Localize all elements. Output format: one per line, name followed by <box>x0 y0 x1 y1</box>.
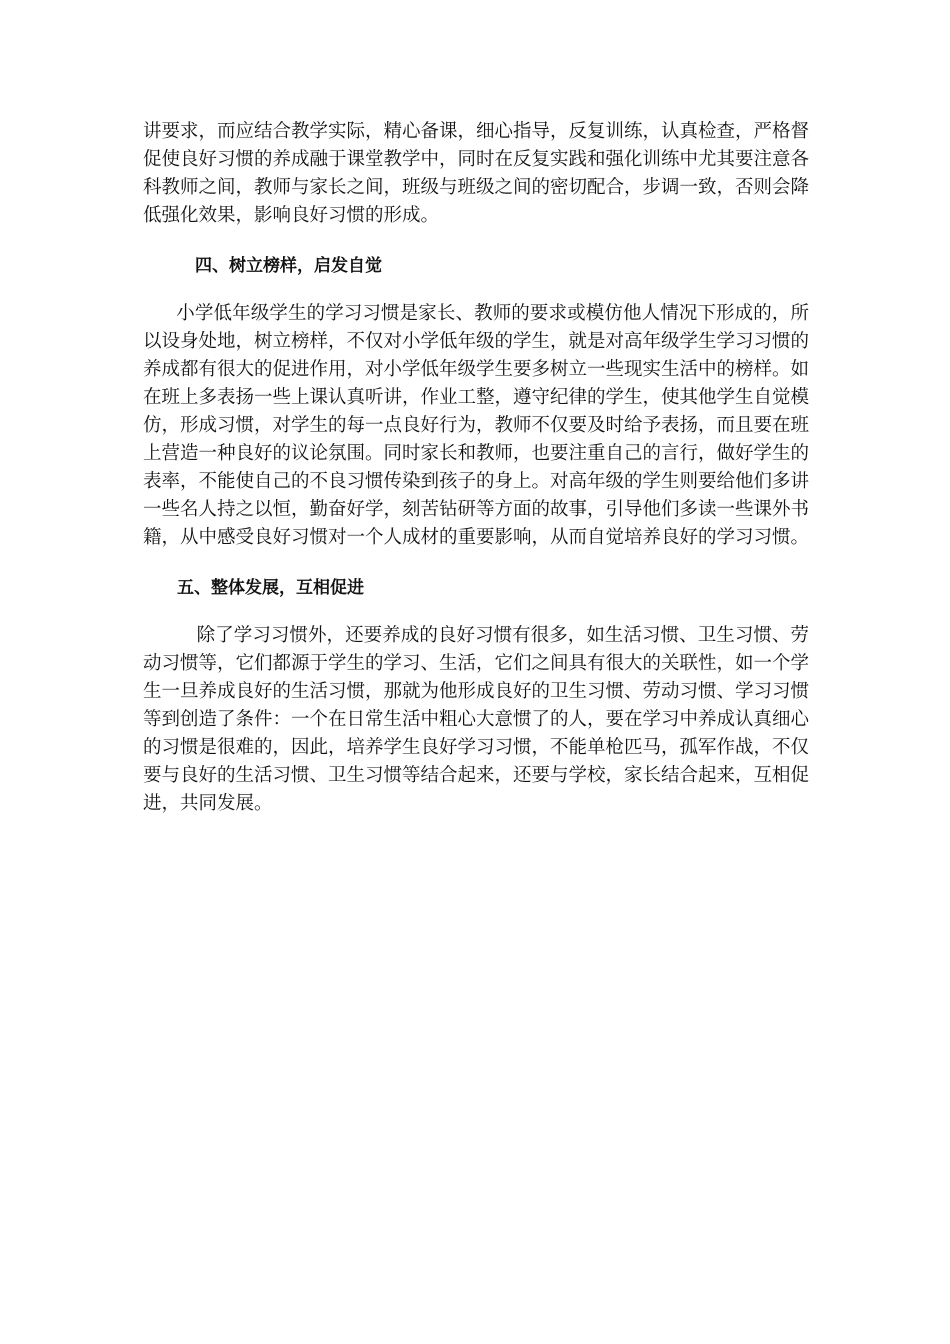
document-body <box>143 118 809 818</box>
paragraph-overall-development: 除了学习习惯外，还要养成的良好习惯有很多，如生活习惯、卫生习惯、劳动习惯等，它们都源于学生的学习、生活，它们之间具有很大的关联性，如一个学生一旦养成良好的生活习惯，那就为他形成良好的卫生习惯、劳动习惯、学习习惯等到创造了条件：一个在日常生活中粗心大意惯了的人，要在学习中养成认真细心的习惯是很难的，因此，培养学生良好学习习惯，不能单枪匹马，孤军作战，不仅要与良好的生活习惯、卫生习惯等结合起来，还要与学校，家长结合起来，互相促进，共同发展。 <box>143 625 810 814</box>
paragraph-continued: 讲要求，而应结合教学实际，精心备课，细心指导，反复训练，认真检查，严格督促使良好习惯的养成融于课堂教学中，同时在反复实践和强化训练中尤其要注意各科教师之间，教师与家长之间，班级与班级之间的密切配合，步调一致，否则会降低强化效果，影响良好习惯的形成。 <box>143 121 810 226</box>
paragraph-role-models: 小学低年级学生的学习习惯是家长、教师的要求或模仿他人情况下形成的，所以设身处地，树立榜样，不仅对小学低年级的学生，就是对高年级学生学习习惯的养成都有很大的促进作用，对小学低年级学生要多树立一些现实生活中的榜样。如在班上多表扬一些上课认真听讲，作业工整，遵守纪律的学生，使其他学生自觉模仿，形成习惯，对学生的每一点良好行为，教师不仅要及时给予表扬，而且要在班上营造一种良好的议论氛围。同时家长和教师，也要注重自己的言行，做好学生的表率，不能使自己的不良习惯传染到孩子的身上。对高年级的学生则要给他们多讲一些名人持之以恒，勤奋好学，刻苦钻研等方面的故事，引导他们多读一些课外书籍，从中感受良好习惯对一个人成材的重要影响，从而自觉培养良好的学习习惯。 <box>143 303 810 548</box>
section-heading-4: 四、树立榜样，启发自觉 <box>195 256 382 276</box>
section-heading-5: 五、整体发展，互相促进 <box>177 578 364 598</box>
